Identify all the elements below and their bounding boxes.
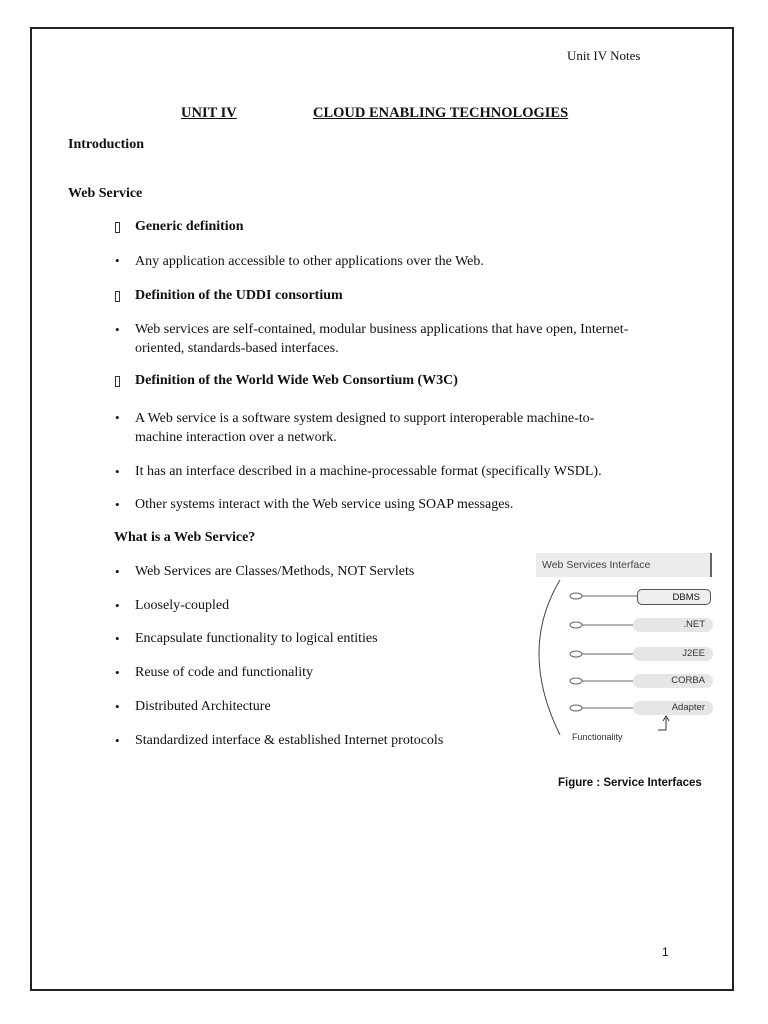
box-bullet-icon (115, 222, 120, 236)
page-number: 1 (662, 945, 669, 959)
bullet-icon: • (115, 464, 120, 479)
bullet-text: Standardized interface & established Internet protocols (135, 733, 444, 748)
figure-item-corba: CORBA (633, 674, 713, 688)
figure-item-adapter: Adapter (633, 701, 713, 715)
bullet-text: Web services are self-contained, modular business applications that have open, Internet- (135, 322, 629, 337)
bullet-icon: • (115, 598, 120, 613)
bullet-text: Encapsulate functionality to logical entities (135, 631, 378, 646)
figure-item-net: .NET (633, 618, 713, 632)
definition-title: Definition of the World Wide Web Consortium (W3C) (135, 373, 458, 388)
figure-item-dbms: DBMS (637, 589, 711, 605)
definition-title: Generic definition (135, 219, 244, 234)
bullet-text: A Web service is a software system designed to support interoperable machine-to- (135, 411, 595, 426)
bullet-text-cont: machine interaction over a network. (135, 430, 337, 445)
bullet-text: Reuse of code and functionality (135, 665, 314, 680)
figure-caption: Figure : Service Interfaces (558, 777, 702, 789)
service-interfaces-figure (520, 550, 718, 750)
bullet-icon: • (115, 410, 120, 425)
bullet-text: Any application accessible to other applications over the Web. (135, 254, 484, 269)
bullet-icon: • (115, 733, 120, 748)
header-note: Unit IV Notes (567, 48, 641, 63)
bullet-text: It has an interface described in a machine-processable format (specifically WSDL). (135, 464, 602, 479)
heading-web-service: Web Service (68, 186, 143, 201)
bullet-text: Other systems interact with the Web service using SOAP messages. (135, 497, 514, 512)
heading-introduction: Introduction (68, 137, 144, 152)
bullet-icon: • (115, 253, 120, 268)
unit-title: UNIT IV (181, 105, 237, 121)
figure-item-j2ee: J2EE (633, 647, 713, 661)
bullet-icon: • (115, 665, 120, 680)
bullet-text: Loosely-coupled (135, 598, 230, 613)
bullet-icon: • (115, 322, 120, 337)
box-bullet-icon (115, 376, 120, 390)
box-bullet-icon (115, 291, 120, 305)
bullet-text: Web Services are Classes/Methods, NOT Servlets (135, 564, 415, 579)
bullet-text: Distributed Architecture (135, 699, 271, 714)
figure-title: Web Services Interface (536, 553, 712, 577)
definition-title: Definition of the UDDI consortium (135, 288, 343, 303)
bullet-icon: • (115, 699, 120, 714)
bullet-icon: • (115, 631, 120, 646)
bullet-text-cont: oriented, standards-based interfaces. (135, 341, 339, 356)
unit-name: CLOUD ENABLING TECHNOLOGIES (313, 105, 569, 121)
bullet-icon: • (115, 564, 120, 579)
figure-footer: Functionality (572, 732, 623, 742)
bullet-icon: • (115, 497, 120, 512)
heading-what-is: What is a Web Service? (114, 530, 256, 545)
